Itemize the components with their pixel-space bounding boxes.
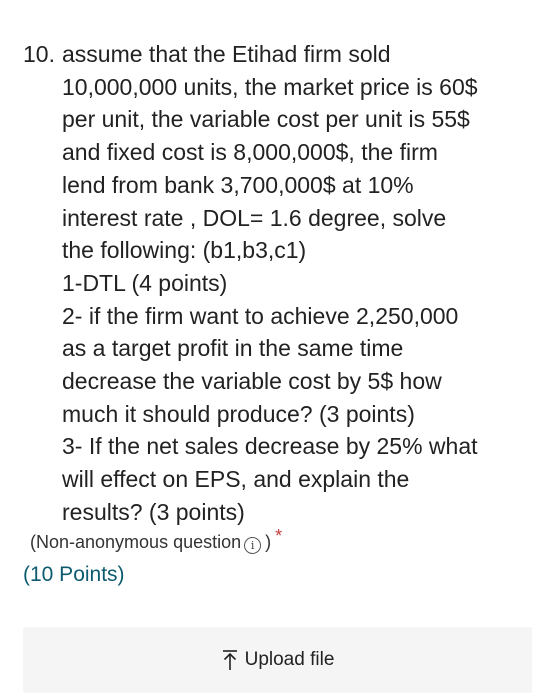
- upload-arrow-icon: [221, 649, 239, 671]
- non-anonymous-label: (Non-anonymous question: [30, 532, 242, 552]
- upload-file-label: Upload file: [244, 649, 335, 670]
- upload-file-button[interactable]: [23, 627, 532, 693]
- info-icon[interactable]: i: [244, 537, 261, 554]
- question-line: the following: (b1,b3,c1): [62, 237, 307, 264]
- question-line: decrease the variable cost by 5$ how: [62, 368, 442, 395]
- question-meta: [30, 526, 283, 554]
- required-star: *: [275, 526, 283, 546]
- question-line: and fixed cost is 8,000,000$, the firm: [62, 139, 438, 166]
- points-label: (10 Points): [23, 563, 125, 586]
- question-line: will effect on EPS, and explain the: [62, 466, 410, 493]
- question-line: lend from bank 3,700,000$ at 10%: [62, 171, 414, 198]
- question-line: 1-DTL (4 points): [62, 269, 228, 296]
- question-text: [62, 38, 533, 529]
- question-line: 3- If the net sales decrease by 25% what: [62, 433, 478, 460]
- question-line: much it should produce? (3 points): [62, 400, 415, 427]
- question-number: 10.: [23, 41, 55, 67]
- question-line: per unit, the variable cost per unit is 55$: [62, 106, 470, 133]
- question-block: [23, 38, 533, 529]
- question-line: 2- if the firm want to achieve 2,250,000: [62, 302, 459, 329]
- question-line: interest rate , DOL= 1.6 degree, solve: [62, 204, 447, 231]
- question-line: 10,000,000 units, the market price is 60$: [62, 73, 478, 100]
- question-line: assume that the Etihad firm sold: [62, 41, 391, 67]
- question-line: results? (3 points): [62, 498, 245, 525]
- meta-close-paren: ): [265, 532, 272, 552]
- question-line: as a target profit in the same time: [62, 335, 404, 362]
